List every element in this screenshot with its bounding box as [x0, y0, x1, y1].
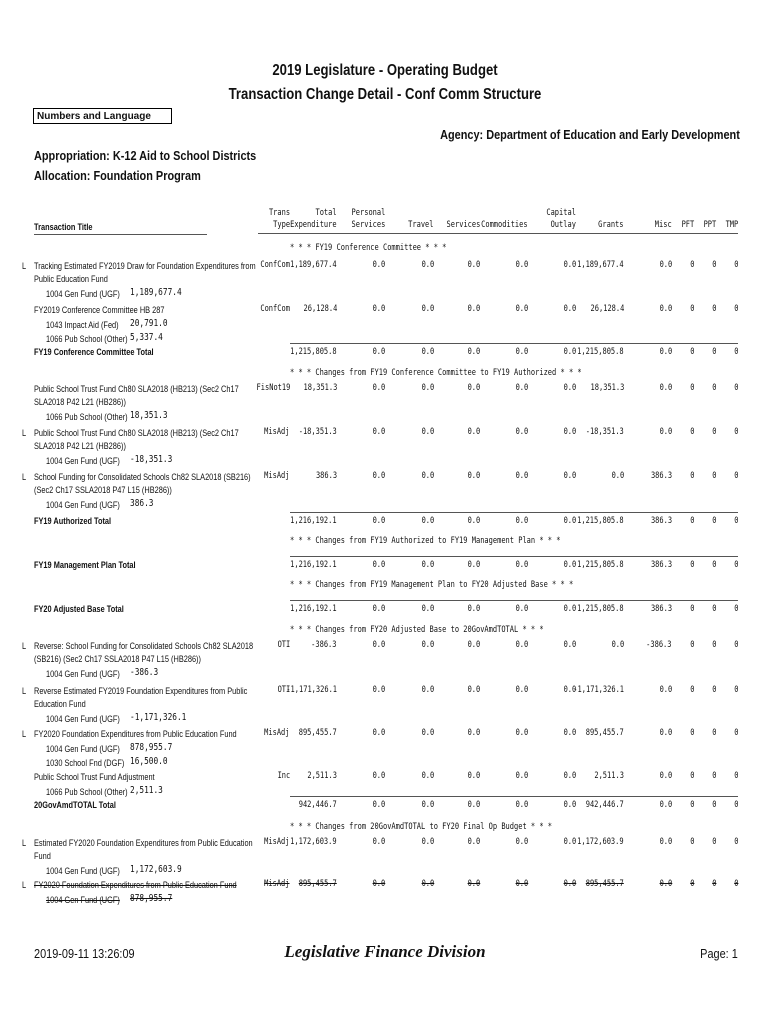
- value-commodities: 0.0: [515, 304, 528, 314]
- fund-source: 1066 Pub School (Other): [46, 787, 128, 797]
- subtotal-ppt: 0: [711, 516, 716, 526]
- subtotal-ppt: 0: [711, 560, 716, 570]
- fund-source: 1004 Gen Fund (UGF): [46, 866, 120, 876]
- fund-amount: 2,511.3: [130, 785, 163, 796]
- value-ppt: 0: [711, 427, 716, 437]
- value-personal: 0.0: [372, 685, 385, 695]
- transaction-title: Estimated FY2020 Foundation Expenditures from Public Education: [34, 838, 253, 848]
- value-personal: 0.0: [372, 879, 385, 889]
- value-ppt: 0: [711, 685, 716, 695]
- fund-amount: 5,337.4: [130, 332, 163, 343]
- subtotal-misc: 386.3: [650, 560, 672, 570]
- value-misc: 0.0: [659, 771, 672, 781]
- report-title: 2019 Legislature - Operating Budget: [272, 62, 498, 79]
- value-travel: 0.0: [421, 471, 434, 481]
- subtotal-pft: 0: [689, 560, 694, 570]
- value-tmp: 0: [733, 471, 738, 481]
- subtotal-grants: 942,446.7: [585, 800, 624, 810]
- col-header-travel: Travel: [408, 220, 434, 230]
- fund-amount: 18,351.3: [130, 410, 168, 421]
- col-header-total-expenditure: Total Expenditure: [290, 208, 337, 230]
- subtotal-total: 1,216,192.1: [290, 516, 337, 526]
- value-grants: 2,511.3: [594, 771, 624, 781]
- fund-amount: -1,171,326.1: [130, 712, 187, 723]
- subtotal-services: 0.0: [467, 604, 480, 614]
- value-tmp: 0: [733, 837, 738, 847]
- subtotal-tmp: 0: [733, 347, 738, 357]
- transaction-title: Public School Trust Fund Ch80 SLA2018 (HB213) (Sec2 Ch17: [34, 384, 239, 394]
- col-header-commodities: Commodities: [481, 220, 528, 230]
- transaction-title: Tracking Estimated FY2019 Draw for Foundation Expenditures from: [34, 261, 256, 271]
- value-pft: 0: [689, 685, 694, 695]
- col-header-ppt: PPT: [703, 220, 716, 230]
- value-ppt: 0: [711, 771, 716, 781]
- value-pft: 0: [689, 471, 694, 481]
- value-services: 0.0: [467, 427, 480, 437]
- value-capital: 0.0: [563, 879, 576, 889]
- ledger-flag: L: [22, 838, 27, 848]
- subtotal-rule: [290, 343, 738, 344]
- subtotal-commodities: 0.0: [515, 516, 528, 526]
- value-commodities: 0.0: [515, 640, 528, 650]
- value-services: 0.0: [467, 837, 480, 847]
- fund-source: 1004 Gen Fund (UGF): [46, 500, 120, 510]
- value-grants: 18,351.3: [590, 383, 624, 393]
- subtotal-services: 0.0: [467, 347, 480, 357]
- trans-type: OTI: [277, 685, 290, 695]
- value-capital: 0.0: [563, 304, 576, 314]
- value-total: 18,351.3: [303, 383, 337, 393]
- value-personal: 0.0: [372, 260, 385, 270]
- numbers-language-label: Numbers and Language: [33, 108, 172, 124]
- value-total: -1,171,326.1: [286, 685, 337, 695]
- value-ppt: 0: [711, 640, 716, 650]
- value-travel: 0.0: [421, 260, 434, 270]
- fund-amount: -386.3: [130, 667, 159, 678]
- value-pft: 0: [689, 304, 694, 314]
- agency-label: Agency: Department of Education and Early Development: [440, 127, 740, 142]
- subtotal-tmp: 0: [733, 604, 738, 614]
- value-total: 895,455.7: [298, 879, 337, 889]
- value-travel: 0.0: [421, 685, 434, 695]
- transaction-title: School Funding for Consolidated Schools Ch82 SLA2018 (SB216): [34, 472, 251, 482]
- value-total: 386.3: [315, 471, 337, 481]
- value-pft: 0: [689, 383, 694, 393]
- value-pft: 0: [689, 879, 694, 889]
- transaction-title: FY2020 Foundation Expenditures from Public Education Fund: [34, 880, 237, 890]
- subtotal-capital: 0.0: [563, 560, 576, 570]
- trans-type: MisAdj: [264, 879, 290, 889]
- subtotal-commodities: 0.0: [515, 604, 528, 614]
- value-travel: 0.0: [421, 837, 434, 847]
- subtotal-commodities: 0.0: [515, 560, 528, 570]
- col-header-transaction-title: Transaction Title: [34, 222, 93, 232]
- col-header-grants: Grants: [598, 220, 624, 230]
- transaction-title: Fund: [34, 851, 51, 861]
- value-travel: 0.0: [421, 383, 434, 393]
- footer-page-number: Page: 1: [700, 946, 738, 961]
- value-pft: 0: [689, 771, 694, 781]
- trans-type: ConfCom: [260, 304, 290, 314]
- section-banner: * * * Changes from FY19 Management Plan to FY20 Adjusted Base * * *: [290, 580, 574, 590]
- subtotal-rule: [290, 556, 738, 557]
- fund-source: 1004 Gen Fund (UGF): [46, 669, 120, 679]
- value-capital: 0.0: [563, 685, 576, 695]
- fund-amount: 878,955.7: [130, 893, 173, 904]
- subtotal-personal: 0.0: [372, 560, 385, 570]
- transaction-title: Public Education Fund: [34, 274, 108, 284]
- value-capital: 0.0: [563, 771, 576, 781]
- value-ppt: 0: [711, 837, 716, 847]
- value-services: 0.0: [467, 260, 480, 270]
- value-capital: 0.0: [563, 260, 576, 270]
- col-header-services: Services: [446, 220, 480, 230]
- trans-type: MisAdj: [264, 471, 290, 481]
- section-banner: * * * Changes from 20GovAmdTOTAL to FY20 Final Op Budget * * *: [290, 822, 553, 832]
- subtotal-services: 0.0: [467, 560, 480, 570]
- value-ppt: 0: [711, 260, 716, 270]
- subtotal-capital: 0.0: [563, 347, 576, 357]
- value-capital: 0.0: [563, 471, 576, 481]
- column-header-underline: [258, 233, 738, 234]
- value-services: 0.0: [467, 728, 480, 738]
- transaction-title: (SB216) (Sec2 Ch17 SSLA2018 P47 L15 (HB286)): [34, 654, 201, 664]
- value-capital: 0.0: [563, 837, 576, 847]
- fund-source: 1004 Gen Fund (UGF): [46, 456, 120, 466]
- transaction-title: SLA2018 P42 L21 (HB286)): [34, 397, 126, 407]
- value-grants: 0.0: [611, 471, 624, 481]
- transaction-title: FY2019 Conference Committee HB 287: [34, 305, 165, 315]
- subtotal-commodities: 0.0: [515, 347, 528, 357]
- value-misc: 0.0: [659, 728, 672, 738]
- ledger-flag: L: [22, 880, 27, 890]
- value-services: 0.0: [467, 771, 480, 781]
- value-commodities: 0.0: [515, 685, 528, 695]
- subtotal-pft: 0: [689, 347, 694, 357]
- subtotal-pft: 0: [689, 800, 694, 810]
- transaction-title: Reverse Estimated FY2019 Foundation Expenditures from Public: [34, 686, 248, 696]
- value-misc: 386.3: [650, 471, 672, 481]
- transaction-title: SLA2018 P42 L21 (HB286)): [34, 441, 126, 451]
- value-commodities: 0.0: [515, 471, 528, 481]
- subtotal-rule: [290, 512, 738, 513]
- value-commodities: 0.0: [515, 879, 528, 889]
- subtotal-services: 0.0: [467, 800, 480, 810]
- ledger-flag: L: [22, 729, 27, 739]
- value-tmp: 0: [733, 383, 738, 393]
- transaction-title: Public School Trust Fund Adjustment: [34, 772, 155, 782]
- trans-type: MisAdj: [264, 728, 290, 738]
- value-commodities: 0.0: [515, 837, 528, 847]
- subtotal-label: FY19 Management Plan Total: [34, 560, 136, 570]
- trans-type: MisAdj: [264, 427, 290, 437]
- value-total: -386.3: [311, 640, 337, 650]
- subtotal-ppt: 0: [711, 604, 716, 614]
- subtotal-grants: 1,215,805.8: [577, 560, 624, 570]
- subtotal-ppt: 0: [711, 800, 716, 810]
- value-tmp: 0: [733, 771, 738, 781]
- value-capital: 0.0: [563, 728, 576, 738]
- value-capital: 0.0: [563, 640, 576, 650]
- trans-type: MisAdj: [264, 837, 290, 847]
- subtotal-travel: 0.0: [421, 604, 434, 614]
- subtotal-tmp: 0: [733, 560, 738, 570]
- col-header-trans-type: Trans Type: [268, 208, 290, 230]
- value-capital: 0.0: [563, 383, 576, 393]
- value-total: 1,189,677.4: [290, 260, 337, 270]
- subtotal-total: 1,216,192.1: [290, 604, 337, 614]
- subtotal-total: 942,446.7: [298, 800, 337, 810]
- transaction-title: Public School Trust Fund Ch80 SLA2018 (HB213) (Sec2 Ch17: [34, 428, 239, 438]
- subtotal-services: 0.0: [467, 516, 480, 526]
- value-pft: 0: [689, 260, 694, 270]
- value-travel: 0.0: [421, 640, 434, 650]
- footer-division: Legislative Finance Division: [284, 942, 486, 961]
- value-pft: 0: [689, 427, 694, 437]
- transaction-title: (Sec2 Ch17 SSLA2018 P47 L15 (HB286)): [34, 485, 172, 495]
- col-header-tmp: TMP: [725, 220, 738, 230]
- value-services: 0.0: [467, 879, 480, 889]
- value-ppt: 0: [711, 471, 716, 481]
- ledger-flag: L: [22, 641, 27, 651]
- value-personal: 0.0: [372, 471, 385, 481]
- fund-source: 1043 Impact Aid (Fed): [46, 320, 119, 330]
- subtotal-ppt: 0: [711, 347, 716, 357]
- value-travel: 0.0: [421, 304, 434, 314]
- subtotal-pft: 0: [689, 516, 694, 526]
- fund-amount: 20,791.0: [130, 318, 168, 329]
- value-travel: 0.0: [421, 427, 434, 437]
- fund-source: 1004 Gen Fund (UGF): [46, 289, 120, 299]
- subtotal-total: 1,215,805.8: [290, 347, 337, 357]
- value-tmp: 0: [733, 640, 738, 650]
- transaction-title: Reverse: School Funding for Consolidated Schools Ch82 SLA2018: [34, 641, 254, 651]
- subtotal-travel: 0.0: [421, 347, 434, 357]
- value-grants: 1,172,603.9: [577, 837, 624, 847]
- col-header-misc: Misc: [655, 220, 672, 230]
- subtotal-travel: 0.0: [421, 516, 434, 526]
- subtotal-personal: 0.0: [372, 604, 385, 614]
- value-total: 26,128.4: [303, 304, 337, 314]
- value-tmp: 0: [733, 260, 738, 270]
- value-personal: 0.0: [372, 304, 385, 314]
- value-grants: 1,189,677.4: [577, 260, 624, 270]
- subtotal-capital: 0.0: [563, 604, 576, 614]
- value-tmp: 0: [733, 728, 738, 738]
- trans-type: OTI: [277, 640, 290, 650]
- subtotal-rule: [290, 796, 738, 797]
- value-ppt: 0: [711, 383, 716, 393]
- value-grants: 895,455.7: [585, 879, 624, 889]
- section-banner: * * * Changes from FY19 Conference Committee to FY19 Authorized * * *: [290, 368, 582, 378]
- subtotal-grants: 1,215,805.8: [577, 604, 624, 614]
- value-misc: 0.0: [659, 879, 672, 889]
- section-banner: * * * FY19 Conference Committee * * *: [290, 243, 447, 253]
- value-personal: 0.0: [372, 383, 385, 393]
- value-services: 0.0: [467, 383, 480, 393]
- fund-amount: 1,189,677.4: [130, 287, 182, 298]
- value-total: 2,511.3: [307, 771, 337, 781]
- fund-source: 1004 Gen Fund (UGF): [46, 744, 120, 754]
- fund-source: 1004 Gen Fund (UGF): [46, 895, 120, 905]
- section-banner: * * * Changes from FY19 Authorized to FY19 Management Plan * * *: [290, 536, 561, 546]
- subtotal-travel: 0.0: [421, 560, 434, 570]
- value-commodities: 0.0: [515, 728, 528, 738]
- value-grants: -18,351.3: [585, 427, 624, 437]
- fund-amount: 386.3: [130, 498, 154, 509]
- value-pft: 0: [689, 728, 694, 738]
- value-travel: 0.0: [421, 771, 434, 781]
- fund-amount: -18,351.3: [130, 454, 173, 465]
- fund-amount: 1,172,603.9: [130, 864, 182, 875]
- subtotal-personal: 0.0: [372, 800, 385, 810]
- subtotal-label: FY20 Adjusted Base Total: [34, 604, 124, 614]
- value-personal: 0.0: [372, 427, 385, 437]
- subtotal-capital: 0.0: [563, 516, 576, 526]
- value-commodities: 0.0: [515, 383, 528, 393]
- allocation-label: Allocation: Foundation Program: [34, 168, 201, 183]
- value-grants: 895,455.7: [585, 728, 624, 738]
- appropriation-label: Appropriation: K-12 Aid to School Districts: [34, 148, 257, 163]
- value-misc: 0.0: [659, 427, 672, 437]
- value-total: 895,455.7: [298, 728, 337, 738]
- value-total: 1,172,603.9: [290, 837, 337, 847]
- value-grants: 0.0: [611, 640, 624, 650]
- value-misc: -386.3: [646, 640, 672, 650]
- subtotal-grants: 1,215,805.8: [577, 516, 624, 526]
- ledger-flag: L: [22, 428, 27, 438]
- value-grants: 26,128.4: [590, 304, 624, 314]
- ledger-flag: L: [22, 261, 27, 271]
- col-header-capital-outlay: Capital Outlay: [546, 208, 576, 230]
- value-tmp: 0: [733, 879, 738, 889]
- value-ppt: 0: [711, 728, 716, 738]
- subtotal-label: FY19 Conference Committee Total: [34, 347, 154, 357]
- subtotal-tmp: 0: [733, 516, 738, 526]
- subtotal-misc: 386.3: [650, 604, 672, 614]
- value-commodities: 0.0: [515, 771, 528, 781]
- subtotal-pft: 0: [689, 604, 694, 614]
- footer-date: 2019-09-11 13:26:09: [34, 946, 135, 961]
- report-subtitle: Transaction Change Detail - Conf Comm Structure: [228, 86, 542, 103]
- value-grants: -1,171,326.1: [573, 685, 624, 695]
- value-personal: 0.0: [372, 837, 385, 847]
- fund-source: 1066 Pub School (Other): [46, 412, 128, 422]
- value-commodities: 0.0: [515, 427, 528, 437]
- value-travel: 0.0: [421, 879, 434, 889]
- subtotal-misc: 0.0: [659, 347, 672, 357]
- value-misc: 0.0: [659, 260, 672, 270]
- section-banner: * * * Changes from FY20 Adjusted Base to 20GovAmdTOTAL * * *: [290, 625, 544, 635]
- value-services: 0.0: [467, 471, 480, 481]
- subtotal-total: 1,216,192.1: [290, 560, 337, 570]
- value-pft: 0: [689, 837, 694, 847]
- value-personal: 0.0: [372, 728, 385, 738]
- trans-type: FisNot19: [256, 383, 290, 393]
- trans-type: ConfCom: [260, 260, 290, 270]
- value-personal: 0.0: [372, 771, 385, 781]
- header-underline: [34, 234, 207, 235]
- value-misc: 0.0: [659, 685, 672, 695]
- value-tmp: 0: [733, 427, 738, 437]
- subtotal-grants: 1,215,805.8: [577, 347, 624, 357]
- value-tmp: 0: [733, 685, 738, 695]
- ledger-flag: L: [22, 686, 27, 696]
- col-header-pft: PFT: [681, 220, 694, 230]
- subtotal-misc: 386.3: [650, 516, 672, 526]
- transaction-title: Education Fund: [34, 699, 86, 709]
- transaction-title: FY2020 Foundation Expenditures from Public Education Fund: [34, 729, 237, 739]
- value-ppt: 0: [711, 879, 716, 889]
- subtotal-rule: [290, 600, 738, 601]
- value-capital: 0.0: [563, 427, 576, 437]
- subtotal-capital: 0.0: [563, 800, 576, 810]
- ledger-flag: L: [22, 472, 27, 482]
- value-pft: 0: [689, 640, 694, 650]
- value-services: 0.0: [467, 685, 480, 695]
- fund-source: 1030 School Fnd (DGF): [46, 758, 125, 768]
- fund-source: 1004 Gen Fund (UGF): [46, 714, 120, 724]
- value-services: 0.0: [467, 640, 480, 650]
- subtotal-label: FY19 Authorized Total: [34, 516, 112, 526]
- fund-source: 1066 Pub School (Other): [46, 334, 128, 344]
- value-travel: 0.0: [421, 728, 434, 738]
- value-personal: 0.0: [372, 640, 385, 650]
- value-misc: 0.0: [659, 304, 672, 314]
- value-tmp: 0: [733, 304, 738, 314]
- subtotal-misc: 0.0: [659, 800, 672, 810]
- subtotal-commodities: 0.0: [515, 800, 528, 810]
- subtotal-personal: 0.0: [372, 516, 385, 526]
- value-commodities: 0.0: [515, 260, 528, 270]
- value-total: -18,351.3: [298, 427, 337, 437]
- fund-amount: 878,955.7: [130, 742, 173, 753]
- value-misc: 0.0: [659, 383, 672, 393]
- subtotal-tmp: 0: [733, 800, 738, 810]
- fund-amount: 16,500.0: [130, 756, 168, 767]
- value-misc: 0.0: [659, 837, 672, 847]
- subtotal-label: 20GovAmdTOTAL Total: [34, 800, 116, 810]
- col-header-personal-services: Personal Services: [351, 208, 385, 230]
- subtotal-travel: 0.0: [421, 800, 434, 810]
- value-ppt: 0: [711, 304, 716, 314]
- value-services: 0.0: [467, 304, 480, 314]
- trans-type: Inc: [277, 771, 290, 781]
- subtotal-personal: 0.0: [372, 347, 385, 357]
